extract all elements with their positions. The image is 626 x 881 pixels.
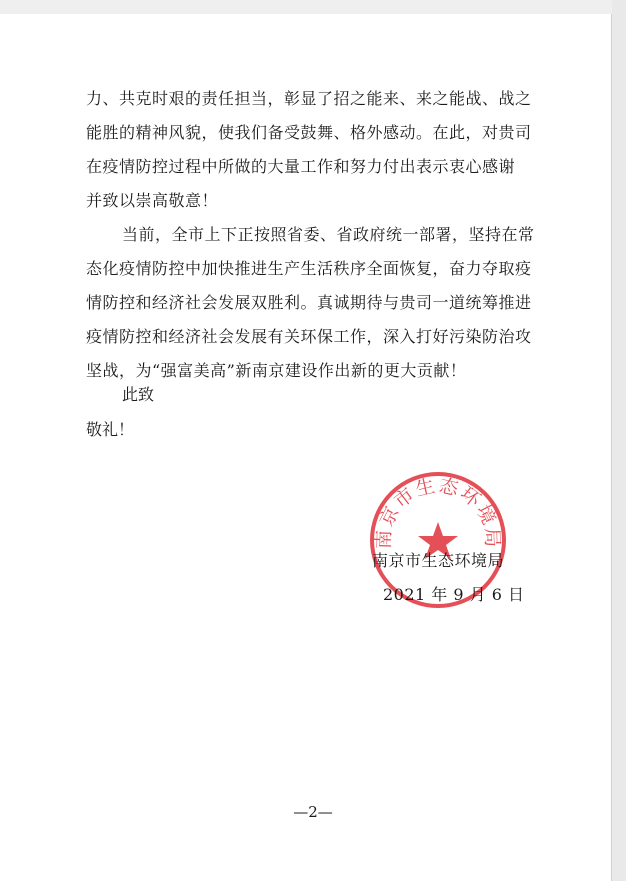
paragraph1-line: 能胜的精神风貌，使我们备受鼓舞、格外感动。在此，对贵司 bbox=[86, 123, 532, 142]
page-number: —2— bbox=[293, 803, 333, 821]
salutation: 敬礼！ bbox=[86, 420, 135, 439]
paragraph2-line: 情防控和经济社会发展双胜利。真诚期待与贵司一道统筹推进 bbox=[86, 293, 532, 312]
svg-text:南京市生态环境局: 南京市生态环境局 bbox=[372, 474, 504, 550]
closing-phrase: 此致 bbox=[122, 385, 155, 404]
paragraph2-line: 疫情防控和经济社会发展有关环保工作，深入打好污染防治攻 bbox=[86, 327, 532, 346]
scan-edge-right bbox=[612, 0, 626, 881]
paragraph1-line: 并致以崇高敬意！ bbox=[86, 191, 219, 210]
letter-body bbox=[86, 82, 552, 388]
paragraph1-line: 力、共克时艰的责任担当，彰显了招之能来、来之能战、战之 bbox=[86, 89, 532, 108]
paragraph2-line: 态化疫情防控中加快推进生产生活秩序全面恢复，奋力夺取疫 bbox=[86, 259, 532, 278]
paragraph1-line: 在疫情防控过程中所做的大量工作和努力付出表示衷心感谢 bbox=[86, 157, 516, 176]
signature: 南京市生态环境局 bbox=[372, 551, 505, 570]
paragraph2-line: 坚战，为“强富美高”新南京建设作出新的更大贡献！ bbox=[86, 361, 467, 380]
scan-edge-top bbox=[0, 0, 626, 14]
letter-date: 2021 年 9 月 6 日 bbox=[383, 585, 525, 604]
paragraph2-line: 当前，全市上下正按照省委、省政府统一部署，坚持在常 bbox=[122, 225, 535, 244]
scan-edge-line bbox=[611, 14, 612, 881]
